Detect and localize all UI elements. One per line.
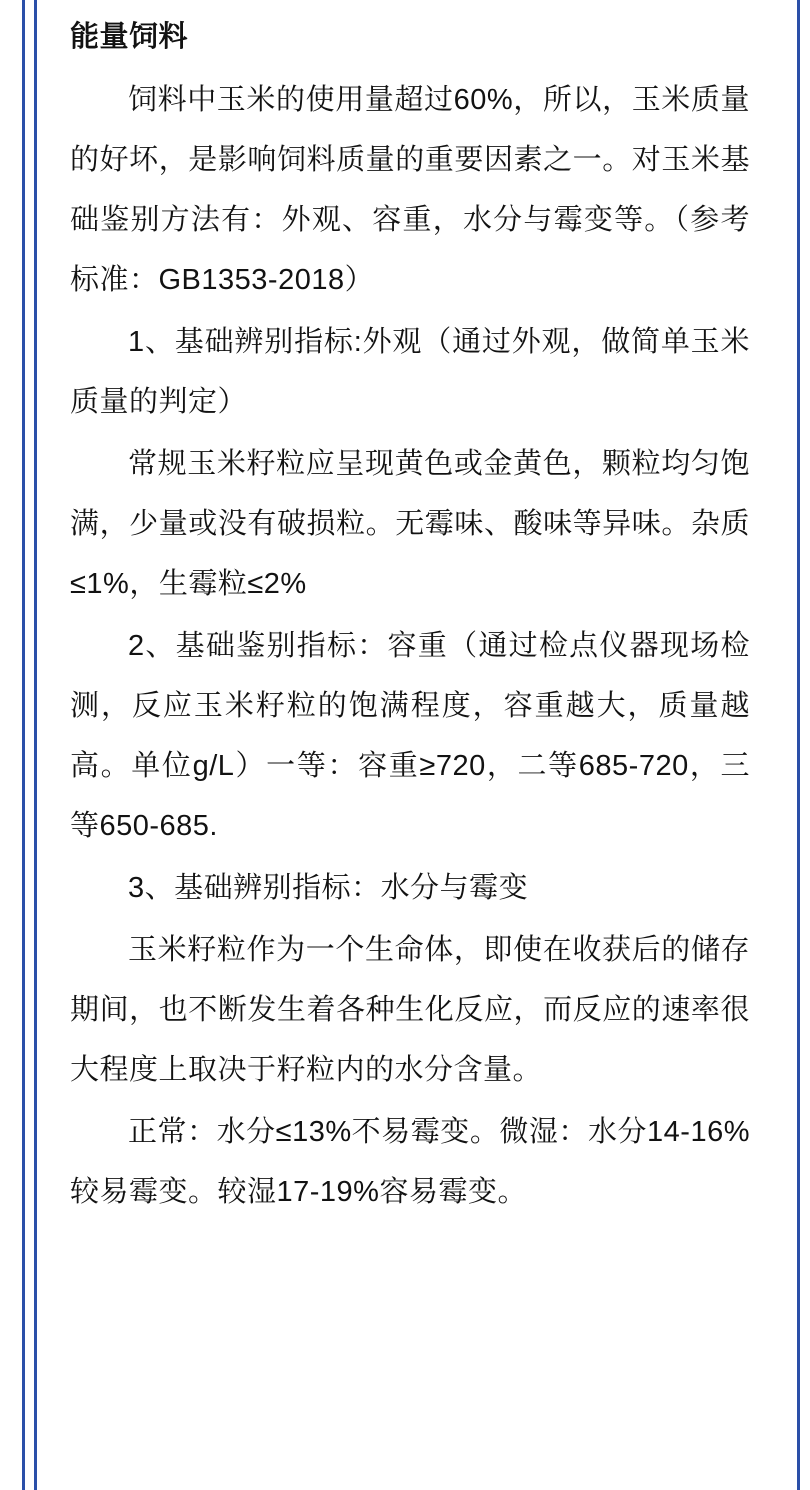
left-outer-rule	[22, 0, 25, 1490]
page-title: 能量饲料	[70, 21, 189, 53]
left-inner-rule	[34, 0, 37, 1490]
paragraph-indicator-2: 2、基础鉴别指标：容重（通过检点仪器现场检测，反应玉米籽粒的饱满程度，容重越大，质量越高。单位g/L）一等：容重≥720，二等685-720，三等650-685.	[70, 630, 750, 842]
paragraph-indicator-1-heading: 1、基础辨别指标:外观（通过外观，做简单玉米质量的判定）	[70, 326, 750, 418]
paragraph-intro: 饲料中玉米的使用量超过60%，所以，玉米质量的好坏，是影响饲料质量的重要因素之一。对玉米基础鉴别方法有：外观、容重，水分与霉变等。（参考标准：GB1353-2018）	[70, 84, 750, 296]
paragraph-indicator-1-body: 常规玉米籽粒应呈现黄色或金黄色，颗粒均匀饱满，少量或没有破损粒。无霉味、酸味等异味。杂质≤1%，生霉粒≤2%	[70, 448, 750, 600]
paragraph-indicator-3-heading: 3、基础辨别指标：水分与霉变	[128, 872, 529, 904]
right-rule	[797, 0, 800, 1490]
article-body	[70, 0, 750, 1490]
paragraph-indicator-3-body: 玉米籽粒作为一个生命体，即使在收获后的储存期间，也不断发生着各种生化反应，而反应的速率很大程度上取决于籽粒内的水分含量。	[70, 934, 750, 1086]
paragraph-moisture-levels: 正常：水分≤13%不易霉变。微湿：水分14-16%较易霉变。较湿17-19%容易霉变。	[70, 1116, 750, 1208]
